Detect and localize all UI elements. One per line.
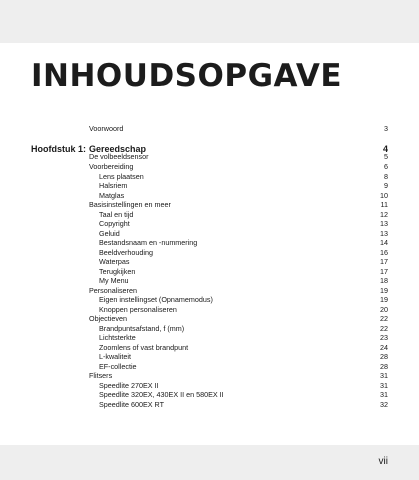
toc-entry[interactable]: [0, 152, 419, 162]
toc-entry-page: 4: [382, 144, 388, 154]
toc-entry-page: 6: [384, 162, 388, 171]
toc-entry-page: 16: [380, 247, 388, 257]
toc-entry-title: L-kwaliteit: [99, 352, 131, 361]
toc-entry-title: Zoomlens of vast brandpunt: [99, 342, 189, 352]
toc-entry-title: Bestandsnaam en -nummering: [99, 238, 198, 247]
toc-entry[interactable]: [0, 343, 419, 353]
toc-entry-page: 28: [380, 352, 388, 361]
toc-entry-page: 10: [380, 190, 388, 200]
toc-entry-title: Knoppen personaliseren: [99, 304, 177, 314]
toc-entry[interactable]: [0, 400, 419, 410]
toc-entry[interactable]: [0, 229, 419, 239]
toc-entry-page: 13: [380, 219, 388, 228]
toc-entry-title: Speedlite 270EX II: [99, 380, 159, 390]
toc-entry-page: 9: [384, 181, 388, 190]
toc-entry[interactable]: [0, 210, 419, 220]
toc-entry[interactable]: [0, 286, 419, 296]
toc-entry-title: EF-collectie: [99, 361, 137, 371]
toc-entry-page: 19: [380, 285, 388, 295]
top-band: [0, 0, 419, 43]
toc-entry-page: 11: [380, 200, 388, 209]
toc-entry[interactable]: [0, 257, 419, 267]
toc-entry-page: 22: [380, 314, 388, 323]
toc-entry-page: 32: [380, 399, 388, 409]
toc-entry-page: 22: [380, 323, 388, 333]
chapter-label: Hoofdstuk 1:: [31, 144, 86, 154]
toc-entry[interactable]: [0, 371, 419, 381]
toc-entry-page: 17: [380, 257, 388, 266]
toc-entry-title: Brandpuntsafstand, f (mm): [99, 323, 185, 333]
toc-entry[interactable]: [0, 238, 419, 248]
toc-entry-title: Voorwoord: [89, 124, 124, 133]
toc-entry-page: 31: [380, 390, 388, 399]
toc-entry-title: Waterpas: [99, 257, 130, 266]
toc-entry-title: Flitsers: [89, 371, 113, 380]
toc-entry[interactable]: [0, 381, 419, 391]
toc-entry-title: My Menu: [99, 276, 129, 285]
toc-entry-page: 23: [380, 333, 388, 342]
toc-entry-page: 19: [380, 295, 388, 304]
toc-entry[interactable]: [0, 191, 419, 201]
toc-entry[interactable]: [0, 181, 419, 191]
toc-entry-page: 5: [384, 152, 388, 161]
toc-entry-page: 13: [380, 228, 388, 238]
toc-entry-page: 28: [380, 361, 388, 371]
page-number: vii: [378, 456, 388, 467]
toc-entry[interactable]: [0, 248, 419, 258]
toc-entry-title: Taal en tijd: [99, 209, 134, 219]
toc-entry-title: Matglas: [99, 190, 125, 200]
toc-entry-page: 17: [380, 266, 388, 276]
toc-entry-title: Lens plaatsen: [99, 171, 144, 181]
toc-entry-title: Speedlite 320EX, 430EX II en 580EX II: [99, 390, 224, 399]
toc-entry[interactable]: [0, 276, 419, 286]
toc-entry[interactable]: [0, 324, 419, 334]
toc-entry-title: Objectieven: [89, 314, 127, 323]
toc-entry-title: Voorbereiding: [89, 162, 134, 171]
toc-entry[interactable]: [0, 200, 419, 210]
toc-entry-page: 8: [384, 171, 388, 181]
toc-entry[interactable]: [0, 267, 419, 277]
bottom-band: [0, 445, 419, 480]
toc-entry-page: 24: [380, 342, 388, 352]
toc-entry-title: Halsriem: [99, 181, 128, 190]
toc-entry-page: 20: [380, 304, 388, 314]
toc-entry[interactable]: [0, 305, 419, 315]
toc-entry-page: 3: [384, 124, 388, 133]
toc-entry-title: Personaliseren: [89, 285, 137, 295]
toc-entry[interactable]: [0, 314, 419, 324]
toc-entry[interactable]: [0, 172, 419, 182]
toc-entry-title: Lichtsterkte: [99, 333, 136, 342]
toc-entry-page: 18: [380, 276, 388, 285]
toc-entry-page: 12: [380, 209, 388, 219]
page-title: INHOUDSOPGAVE: [31, 58, 343, 94]
toc-entry-page: 14: [380, 238, 388, 247]
toc-entry[interactable]: [0, 162, 419, 172]
toc-entry[interactable]: [0, 219, 419, 229]
toc-entry[interactable]: [0, 333, 419, 343]
toc-entry-title: Beeldverhouding: [99, 247, 153, 257]
toc-entry-title: Copyright: [99, 219, 130, 228]
toc-entry-title: Terugkijken: [99, 266, 136, 276]
toc-entry-title: Speedlite 600EX RT: [99, 399, 164, 409]
toc-entry-title: Geluid: [99, 228, 120, 238]
toc-entry[interactable]: [0, 390, 419, 400]
toc-entry-title: Basisinstellingen en meer: [89, 200, 171, 209]
toc-entry-title: De volbeeldsensor: [89, 152, 149, 161]
toc-entry[interactable]: [0, 295, 419, 305]
toc-entry[interactable]: [0, 352, 419, 362]
toc-entry-page: 31: [380, 380, 388, 390]
toc-entry[interactable]: [0, 124, 419, 134]
toc-entry-page: 31: [380, 371, 388, 380]
toc-entry-title: Eigen instellingset (Opnamemodus): [99, 295, 213, 304]
toc-entry[interactable]: [0, 362, 419, 372]
toc-entry-title: Gereedschap: [89, 144, 147, 154]
